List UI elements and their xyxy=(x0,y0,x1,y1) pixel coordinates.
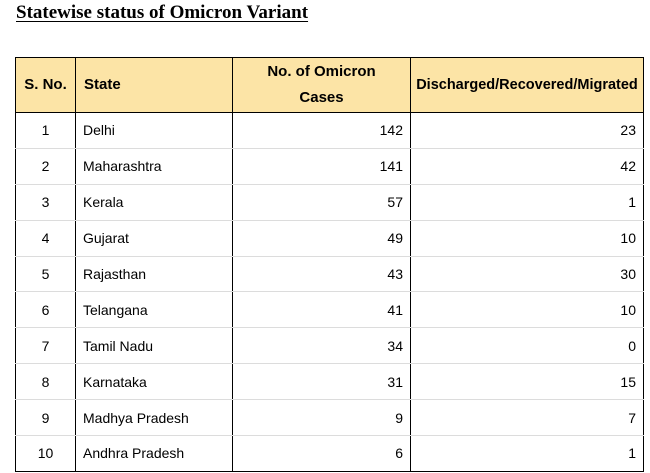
row-discharged: 10 xyxy=(411,292,644,328)
row-cases: 6 xyxy=(233,436,411,472)
row-cases: 43 xyxy=(233,256,411,292)
row-discharged: 30 xyxy=(411,256,644,292)
table-row xyxy=(16,436,644,472)
row-discharged: 15 xyxy=(411,364,644,400)
row-discharged: 10 xyxy=(411,220,644,256)
row-state: Madhya Pradesh xyxy=(76,400,233,436)
row-state: Tamil Nadu xyxy=(76,328,233,364)
row-sno: 3 xyxy=(16,184,76,220)
row-state: Telangana xyxy=(76,292,233,328)
row-cases: 49 xyxy=(233,220,411,256)
header-discharged: Discharged/Recovered/Migrated xyxy=(411,58,644,113)
row-discharged: 0 xyxy=(411,328,644,364)
row-sno: 2 xyxy=(16,148,76,184)
row-state: Kerala xyxy=(76,184,233,220)
table-header-row xyxy=(16,58,644,113)
table-row xyxy=(16,113,644,149)
row-sno: 8 xyxy=(16,364,76,400)
row-cases: 9 xyxy=(233,400,411,436)
table-row xyxy=(16,148,644,184)
table-row xyxy=(16,292,644,328)
row-cases: 141 xyxy=(233,148,411,184)
omicron-status-table xyxy=(15,57,644,472)
row-cases: 57 xyxy=(233,184,411,220)
row-discharged: 1 xyxy=(411,436,644,472)
table-row xyxy=(16,364,644,400)
row-sno: 6 xyxy=(16,292,76,328)
row-cases: 41 xyxy=(233,292,411,328)
row-state: Andhra Pradesh xyxy=(76,436,233,472)
row-state: Maharashtra xyxy=(76,148,233,184)
header-sno: S. No. xyxy=(16,58,76,113)
row-state: Karnataka xyxy=(76,364,233,400)
row-sno: 4 xyxy=(16,220,76,256)
table-row xyxy=(16,220,644,256)
row-sno: 5 xyxy=(16,256,76,292)
row-cases: 142 xyxy=(233,113,411,149)
header-cases-line2: Cases xyxy=(299,89,344,106)
row-sno: 7 xyxy=(16,328,76,364)
header-state: State xyxy=(76,58,233,113)
row-cases: 31 xyxy=(233,364,411,400)
row-state: Gujarat xyxy=(76,220,233,256)
table-row xyxy=(16,184,644,220)
row-sno: 10 xyxy=(16,436,76,472)
page-title: Statewise status of Omicron Variant xyxy=(16,2,309,23)
row-discharged: 23 xyxy=(411,113,644,149)
row-discharged: 7 xyxy=(411,400,644,436)
table-row xyxy=(16,328,644,364)
table-row xyxy=(16,256,644,292)
row-cases: 34 xyxy=(233,328,411,364)
header-cases-line1: No. of Omicron xyxy=(267,63,376,80)
row-state: Rajasthan xyxy=(76,256,233,292)
row-discharged: 1 xyxy=(411,184,644,220)
row-sno: 1 xyxy=(16,113,76,149)
row-discharged: 42 xyxy=(411,148,644,184)
row-state: Delhi xyxy=(76,113,233,149)
table-row xyxy=(16,400,644,436)
header-cases xyxy=(233,58,411,113)
row-sno: 9 xyxy=(16,400,76,436)
